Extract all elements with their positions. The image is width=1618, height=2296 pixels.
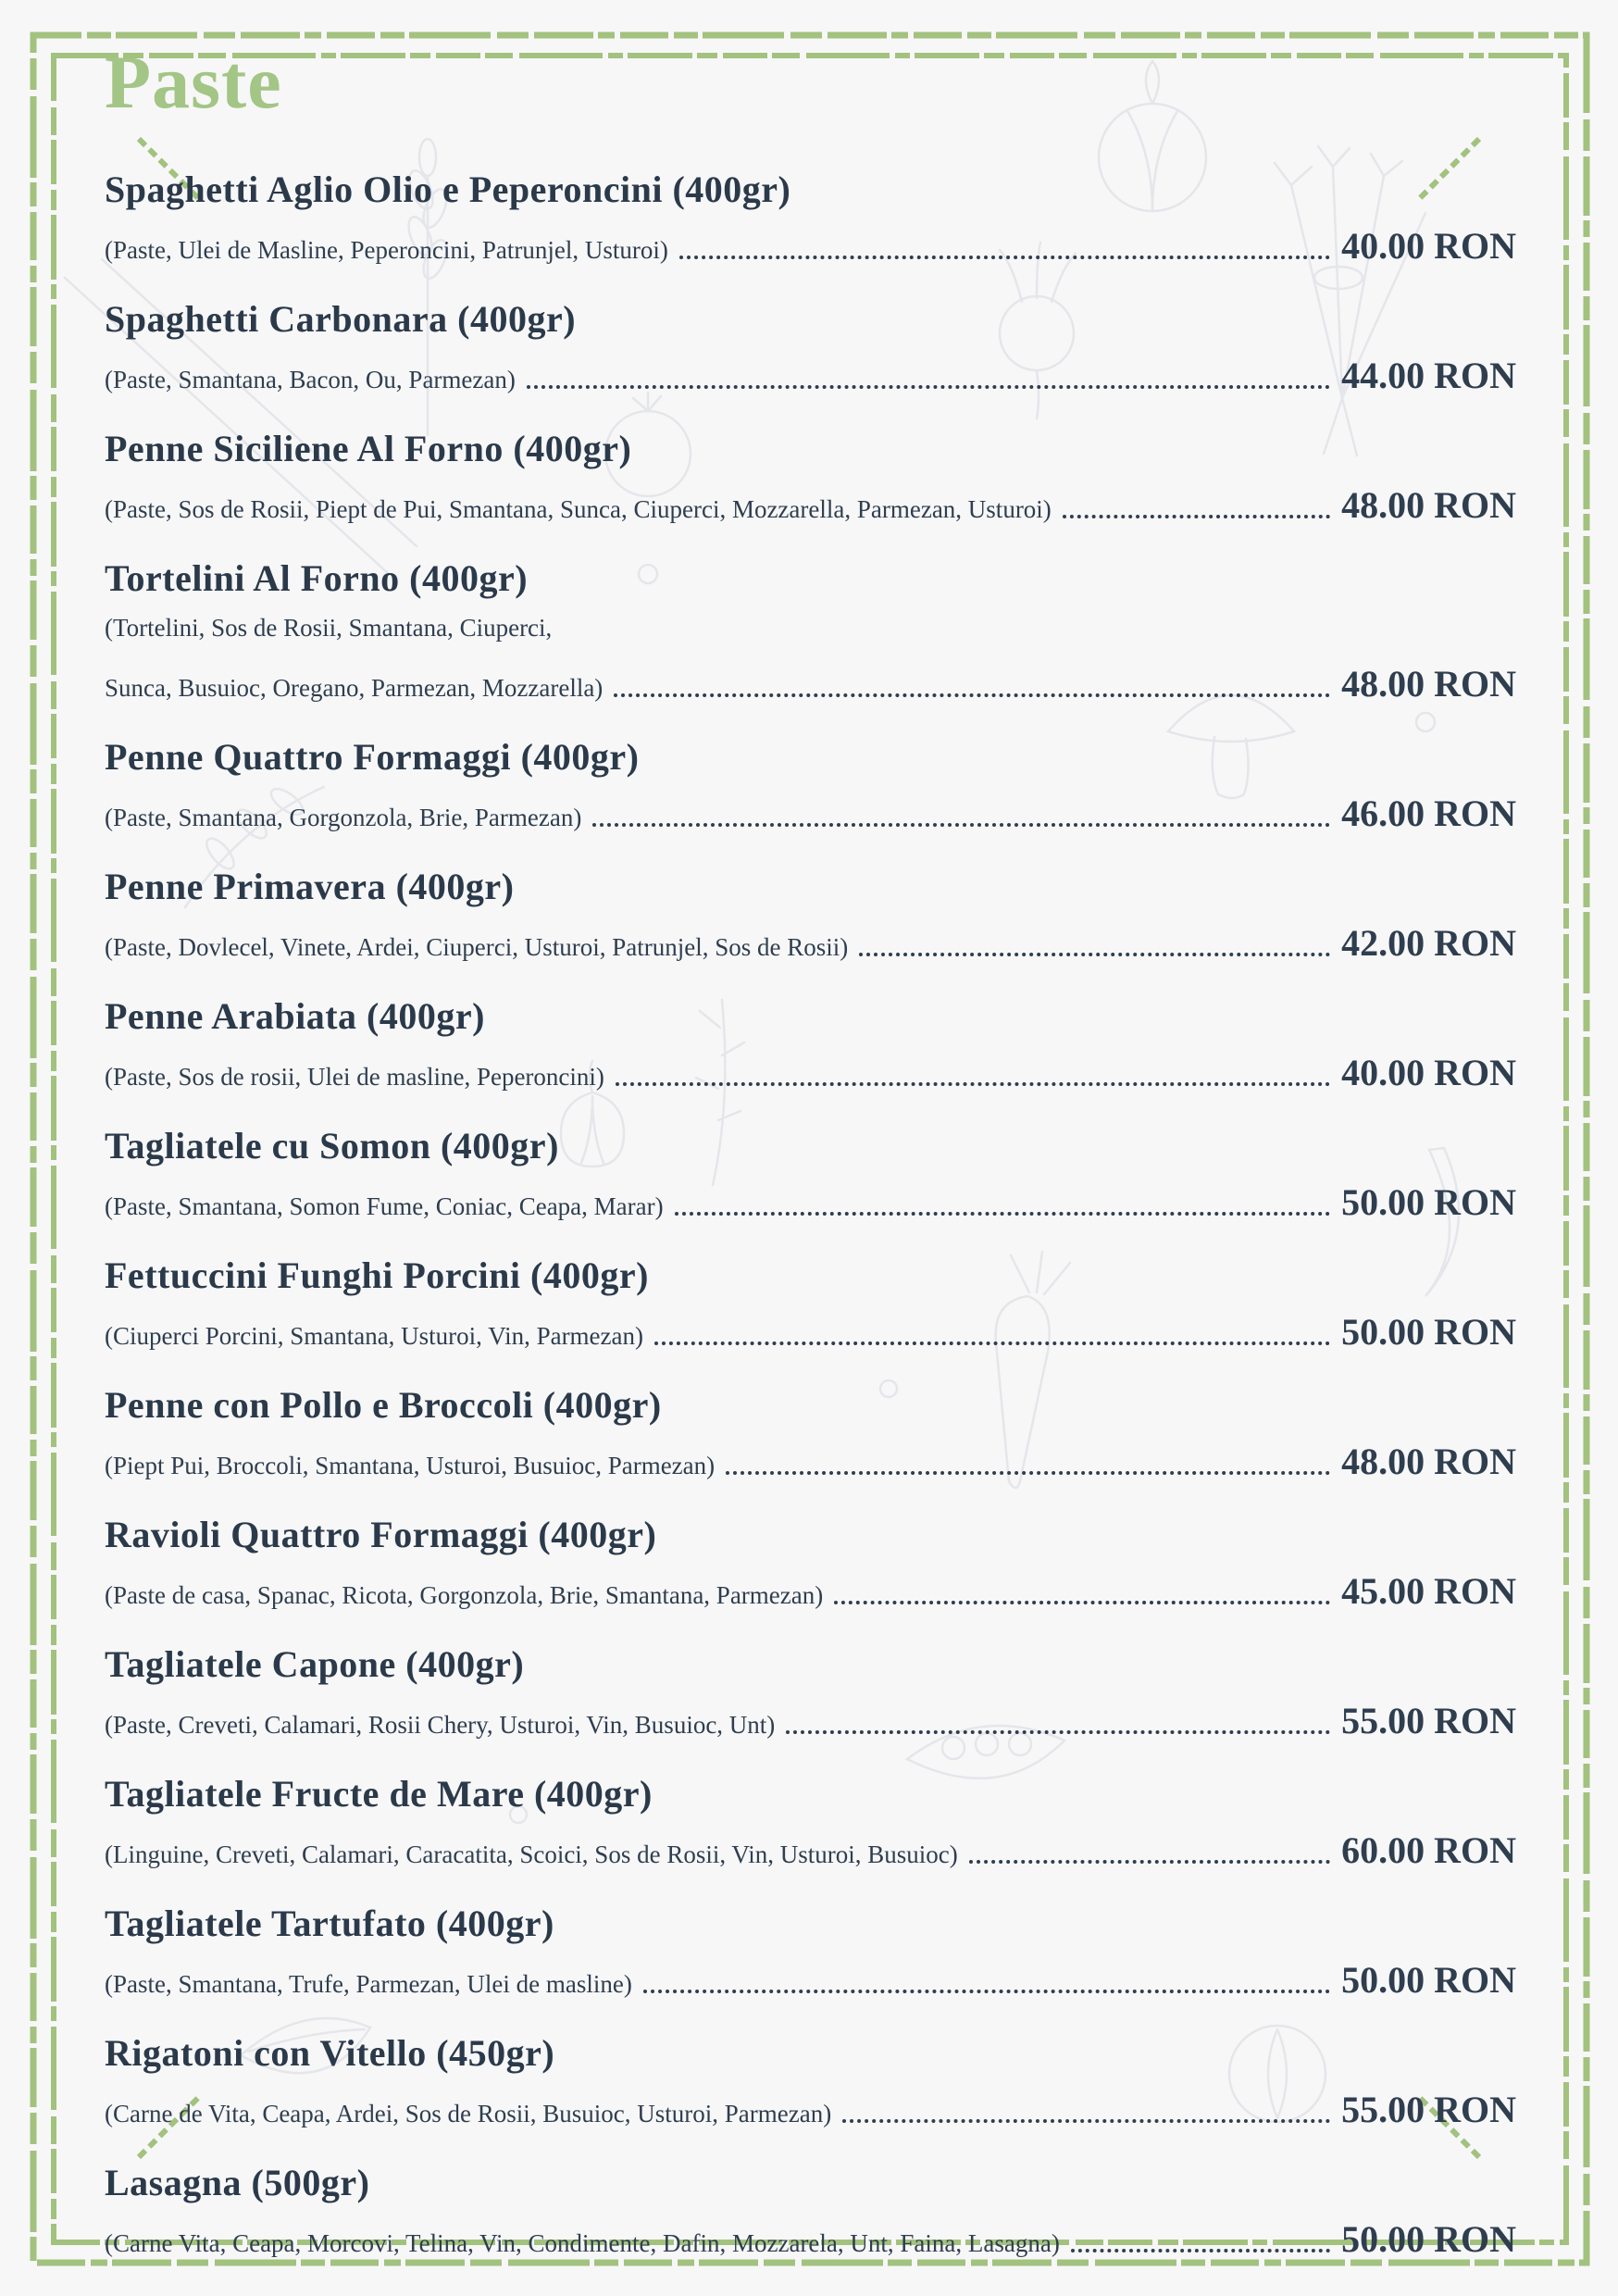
item-price: 40.00 RON — [1341, 1051, 1516, 1093]
item-ingredients: (Piept Pui, Broccoli, Smantana, Usturoi, Busuioc, Parmezan) — [105, 1451, 716, 1479]
item-price-line — [105, 792, 1516, 835]
item-price: 60.00 RON — [1341, 1828, 1516, 1871]
item-ingredients: (Paste, Sos de rosii, Ulei de masline, Peperoncini) — [105, 1062, 604, 1091]
item-price-line — [105, 1310, 1516, 1354]
menu-item — [105, 2162, 1516, 2261]
item-price-line — [105, 1180, 1516, 1224]
dotted-leader — [786, 1730, 1330, 1734]
item-price: 44.00 RON — [1341, 355, 1516, 397]
item-name: Ravioli Quattro Formaggi (400gr) — [105, 1513, 657, 1555]
item-price: 48.00 RON — [1341, 484, 1516, 527]
item-price-line — [105, 224, 1516, 268]
menu-item — [105, 1254, 1516, 1354]
menu-item — [105, 168, 1516, 268]
menu-item — [105, 298, 1516, 397]
menu-item — [105, 1384, 1516, 1483]
dotted-leader — [726, 1471, 1330, 1475]
item-price: 48.00 RON — [1341, 662, 1516, 705]
page-title: Paste — [105, 40, 282, 124]
item-price-line — [105, 1569, 1516, 1613]
item-ingredients: (Paste, Dovlecel, Vinete, Ardei, Ciuperci, Usturoi, Patrunjel, Sos de Rosii) — [105, 932, 849, 961]
item-price: 50.00 RON — [1341, 1958, 1516, 2001]
dotted-leader — [679, 256, 1330, 259]
item-price: 55.00 RON — [1341, 1699, 1516, 1741]
menu-item — [105, 1125, 1516, 1224]
item-name: Tortelini Al Forno (400gr) — [105, 557, 529, 600]
item-price: 46.00 RON — [1341, 792, 1516, 834]
item-price: 45.00 RON — [1341, 1569, 1516, 1612]
dotted-leader — [616, 1082, 1330, 1086]
item-name: Tagliatele Capone (400gr) — [105, 1642, 525, 1685]
item-name: Penne Arabiata (400gr) — [105, 994, 485, 1037]
item-price-line — [105, 662, 1516, 705]
item-name: Penne Siciliene Al Forno (400gr) — [105, 428, 632, 470]
menu-item — [105, 1773, 1516, 1872]
menu-item — [105, 428, 1516, 527]
item-price-line — [105, 2088, 1516, 2131]
item-price-line — [105, 483, 1516, 527]
item-ingredients-line: (Tortelini, Sos de Rosii, Smantana, Ciuperci, — [105, 614, 553, 643]
item-ingredients: (Paste, Smantana, Somon Fume, Coniac, Ceapa, Marar) — [105, 1192, 664, 1220]
item-name: Penne Quattro Formaggi (400gr) — [105, 735, 640, 778]
dotted-leader — [1071, 2249, 1330, 2252]
item-ingredients: (Ciuperci Porcini, Smantana, Usturoi, Vin, Parmezan) — [105, 1321, 644, 1350]
item-ingredients: Sunca, Busuioc, Oregano, Parmezan, Mozzarella) — [105, 673, 604, 702]
menu-item — [105, 1643, 1516, 1742]
item-price: 50.00 RON — [1341, 1310, 1516, 1353]
item-price-line — [105, 1699, 1516, 1742]
item-price-line — [105, 1440, 1516, 1483]
dotted-leader — [592, 823, 1330, 827]
item-name: Tagliatele Tartufato (400gr) — [105, 1902, 554, 1944]
menu-item — [105, 995, 1516, 1094]
dotted-leader — [1063, 515, 1330, 518]
item-price-line — [105, 1958, 1516, 2002]
item-price: 50.00 RON — [1341, 1180, 1516, 1223]
item-ingredients: (Paste, Smantana, Gorgonzola, Brie, Parmezan) — [105, 803, 582, 831]
item-ingredients: (Paste, Creveti, Calamari, Rosii Chery, Usturoi, Vin, Busuioc, Unt) — [105, 1710, 776, 1739]
item-price-line — [105, 2217, 1516, 2261]
item-price: 40.00 RON — [1341, 225, 1516, 268]
item-price-line — [105, 354, 1516, 397]
dotted-leader — [654, 1341, 1330, 1345]
dotted-leader — [643, 1990, 1330, 1993]
dotted-leader — [527, 385, 1330, 389]
item-name: Tagliatele cu Somon (400gr) — [105, 1124, 559, 1167]
menu-item — [105, 557, 1516, 705]
item-price: 50.00 RON — [1341, 2217, 1516, 2260]
item-price: 55.00 RON — [1341, 2088, 1516, 2130]
dotted-leader — [842, 2119, 1330, 2123]
dotted-leader — [614, 693, 1330, 697]
item-ingredients: (Carne de Vita, Ceapa, Ardei, Sos de Rosii, Busuioc, Usturoi, Parmezan) — [105, 2099, 832, 2128]
item-price: 48.00 RON — [1341, 1440, 1516, 1482]
item-name: Penne con Pollo e Broccoli (400gr) — [105, 1383, 662, 1426]
item-ingredients: (Carne Vita, Ceapa, Morcovi, Telina, Vin, Condimente, Dafin, Mozzarela, Unt, Faina, Lasagna) — [105, 2228, 1060, 2257]
menu-item — [105, 736, 1516, 835]
item-ingredients: (Paste de casa, Spanac, Ricota, Gorgonzola, Brie, Smantana, Parmezan) — [105, 1580, 824, 1609]
item-name: Fettuccini Funghi Porcini (400gr) — [105, 1254, 649, 1296]
item-ingredients: (Paste, Smantana, Trufe, Parmezan, Ulei de masline) — [105, 1969, 632, 1998]
menu-item — [105, 2032, 1516, 2131]
item-price-line — [105, 1828, 1516, 1872]
item-name: Rigatoni con Vitello (450gr) — [105, 2031, 555, 2074]
item-name: Penne Primavera (400gr) — [105, 865, 515, 907]
item-name: Spaghetti Carbonara (400gr) — [105, 298, 577, 341]
item-price-line — [105, 921, 1516, 965]
menu-items-list — [105, 168, 1516, 2260]
item-ingredients: (Paste, Smantana, Bacon, Ou, Parmezan) — [105, 366, 516, 394]
menu-item — [105, 1903, 1516, 2002]
item-ingredients: (Linguine, Creveti, Calamari, Caracatita, Scoici, Sos de Rosii, Vin, Usturoi, Busuioc) — [105, 1840, 958, 1868]
menu-content — [105, 41, 1516, 2291]
item-name: Tagliatele Fructe de Mare (400gr) — [105, 1772, 653, 1815]
dotted-leader — [834, 1601, 1330, 1604]
dotted-leader — [969, 1860, 1330, 1864]
item-name: Lasagna (500gr) — [105, 2161, 370, 2203]
item-price-line — [105, 1051, 1516, 1094]
item-ingredients: (Paste, Sos de Rosii, Piept de Pui, Smantana, Sunca, Ciuperci, Mozzarella, Parmezan, Usturoi) — [105, 495, 1052, 524]
item-ingredients: (Paste, Ulei de Masline, Peperoncini, Patrunjel, Usturoi) — [105, 236, 668, 265]
menu-item — [105, 866, 1516, 965]
dotted-leader — [859, 953, 1330, 956]
dotted-leader — [675, 1212, 1330, 1216]
menu-item — [105, 1514, 1516, 1613]
item-price: 42.00 RON — [1341, 921, 1516, 964]
item-name: Spaghetti Aglio Olio e Peperoncini (400gr) — [105, 168, 791, 211]
